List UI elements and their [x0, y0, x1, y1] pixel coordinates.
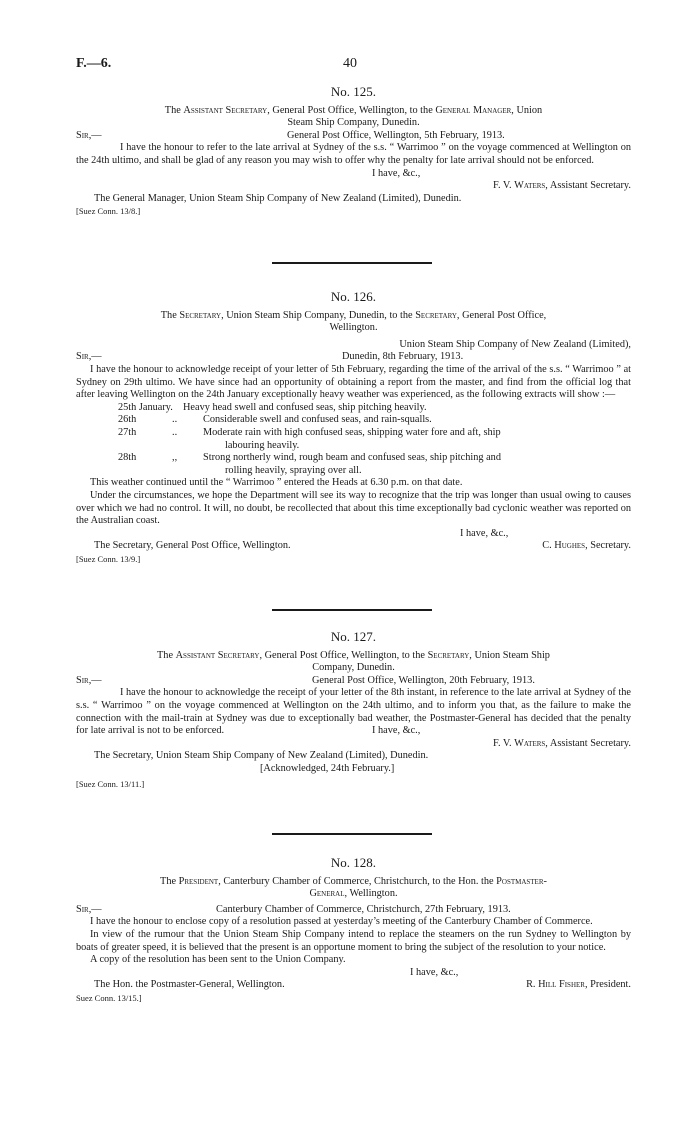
- letter-127: [76, 631, 631, 790]
- signature: F. V. Waters, Assistant Secretary.: [493, 180, 631, 192]
- page-number: 40: [343, 56, 357, 71]
- file-reference: Suez Conn. 13/15.]: [76, 992, 142, 1003]
- closing: I have, &c.,: [460, 527, 509, 539]
- letter-body: I have the honour to acknowledge the receipt of your letter of the 8th instant, in reference to the late arrival at Sydney of the s.s. “ Warrimoo ” on the voyage commenced at Wellington on the 24th ultimo, and to inform you that, as the failure to make the connection with the mail-train at Sydney was due to exceptionally bad weather, the Postmaster-General has decided that the penalty for late arrival is not to be enforced.: [76, 687, 631, 737]
- section-divider: [272, 833, 432, 835]
- salutation: Sir,—: [76, 351, 102, 363]
- recipient: The Secretary, Union Steam Ship Company of New Zealand (Limited), Dunedin.: [94, 750, 429, 762]
- salutation-row: [76, 675, 631, 688]
- salutation: Sir,—: [76, 674, 102, 686]
- salutation-row: [76, 904, 631, 917]
- file-reference: [Suez Conn. 13/9.]: [76, 553, 141, 564]
- section-divider: [272, 262, 432, 264]
- section-divider: [272, 609, 432, 611]
- letter-body: I have the honour to refer to the late arrival at Sydney of the s.s. “ Warrimoo ” on the voyage commenced at Wellington on the 24th ultimo, and shall be glad of any reason you may wish to offer why the penalty for late arrival should not be enforced.: [76, 142, 631, 166]
- recipient-signature-row: [76, 540, 631, 553]
- letter-heading: The Assistant Secretary, General Post Office, Wellington, to the Secretary, Union Steam Ship Company, Dunedin.: [157, 649, 550, 674]
- letter-126: [76, 291, 631, 565]
- letter-number: No. 127.: [330, 629, 377, 644]
- closing: I have, &c.,: [372, 725, 421, 737]
- letter-heading: The Assistant Secretary, General Post Office, Wellington, to the General Manager, Union Steam Ship Company, Dunedin.: [164, 104, 543, 129]
- log-extracts: [76, 402, 631, 478]
- letter-paragraph: Under the circumstances, we hope the Department will see its way to recognize that the trip was longer than usual owing to causes over which we had no control. It will, no doubt, be recollected that about this time exceptionally bad cyclonic weather was reported on the Australian coast.: [76, 489, 631, 527]
- letter-128: [76, 857, 631, 1005]
- letter-125: [76, 86, 631, 218]
- recipient: The Hon. the Postmaster-General, Wellington.: [94, 979, 285, 991]
- log-entry: 26th .. Considerable swell and confused seas, and rain-squalls.: [118, 414, 432, 426]
- letter-body: I have the honour to enclose copy of a resolution passed at yesterday’s meeting of the Canterbury Chamber of Commerce.: [90, 916, 593, 928]
- log-entry: 27th .. Moderate rain with high confused seas, shipping water fore and aft, ship labouring heavily.: [118, 426, 501, 451]
- recipient-signature-row: [76, 979, 631, 992]
- letter-number: No. 125.: [330, 84, 377, 99]
- letter-number: No. 126.: [330, 289, 377, 304]
- letter-paragraph: In view of the rumour that the Union Steam Ship Company intend to replace the steamers on the run Sydney to Wellington by boats of greater speed, it is believed that the present is an opportune moment to bring the subject of the resolution to your notice.: [76, 928, 631, 953]
- closing: I have, &c.,: [410, 966, 459, 978]
- sender-address-line1: Union Steam Ship Company of New Zealand (Limited),: [399, 338, 631, 350]
- letter-paragraph: A copy of the resolution has been sent to the Union Company.: [90, 954, 346, 966]
- letter-heading: The Secretary, Union Steam Ship Company, Dunedin, to the Secretary, General Post Office, Wellington.: [160, 309, 547, 334]
- signature: F. V. Waters, Assistant Secretary.: [493, 737, 631, 749]
- letter-body: I have the honour to acknowledge receipt of your letter of 5th February, regarding the time of the arrival of the s.s. “ Warrimoo ” at Sydney on 29th ultimo. We have since had an opportunity of obtaining a report from the master, and find from the official log that after leaving Wellington on the 24th January exceptionally heavy weather was experienced, as the following extracts will show :—: [76, 363, 631, 401]
- file-reference: [Suez Conn. 13/11.]: [76, 778, 145, 789]
- signature: R. Hill Fisher, President.: [526, 979, 631, 991]
- sender-address: Canterbury Chamber of Commerce, Christchurch, 27th February, 1913.: [216, 903, 511, 915]
- closing: I have, &c.,: [372, 167, 421, 179]
- sender-address: General Post Office, Wellington, 5th February, 1913.: [287, 129, 505, 141]
- document-code: F.—6.: [76, 56, 112, 71]
- salutation-row: [76, 130, 631, 143]
- salutation: Sir,—: [76, 129, 102, 141]
- salutation: Sir,—: [76, 903, 102, 915]
- recipient: The Secretary, General Post Office, Wellington.: [94, 540, 291, 552]
- signature: C. Hughes, Secretary.: [542, 540, 631, 552]
- letter-heading: The President, Canterbury Chamber of Commerce, Christchurch, to the Hon. the Postmaster- General, Wellington.: [160, 875, 547, 900]
- acknowledged-note: [Acknowledged, 24th February.]: [260, 762, 395, 774]
- sender-address-line2: Dunedin, 8th February, 1913.: [342, 351, 464, 363]
- file-reference: [Suez Conn. 13/8.]: [76, 206, 141, 217]
- recipient: The General Manager, Union Steam Ship Company of New Zealand (Limited), Dunedin.: [94, 192, 462, 204]
- sender-address: General Post Office, Wellington, 20th February, 1913.: [312, 674, 535, 686]
- letter-number: No. 128.: [330, 855, 377, 870]
- log-entry: 28th ,, Strong northerly wind, rough beam and confused seas, ship pitching and rolling heavily, spraying over all.: [118, 452, 501, 476]
- letter-paragraph: This weather continued until the “ Warrimoo ” entered the Heads at 6.30 p.m. on that date.: [90, 477, 463, 489]
- log-entry: 25th January. Heavy head swell and confused seas, ship pitching heavily.: [118, 401, 427, 413]
- salutation-row: [76, 351, 631, 364]
